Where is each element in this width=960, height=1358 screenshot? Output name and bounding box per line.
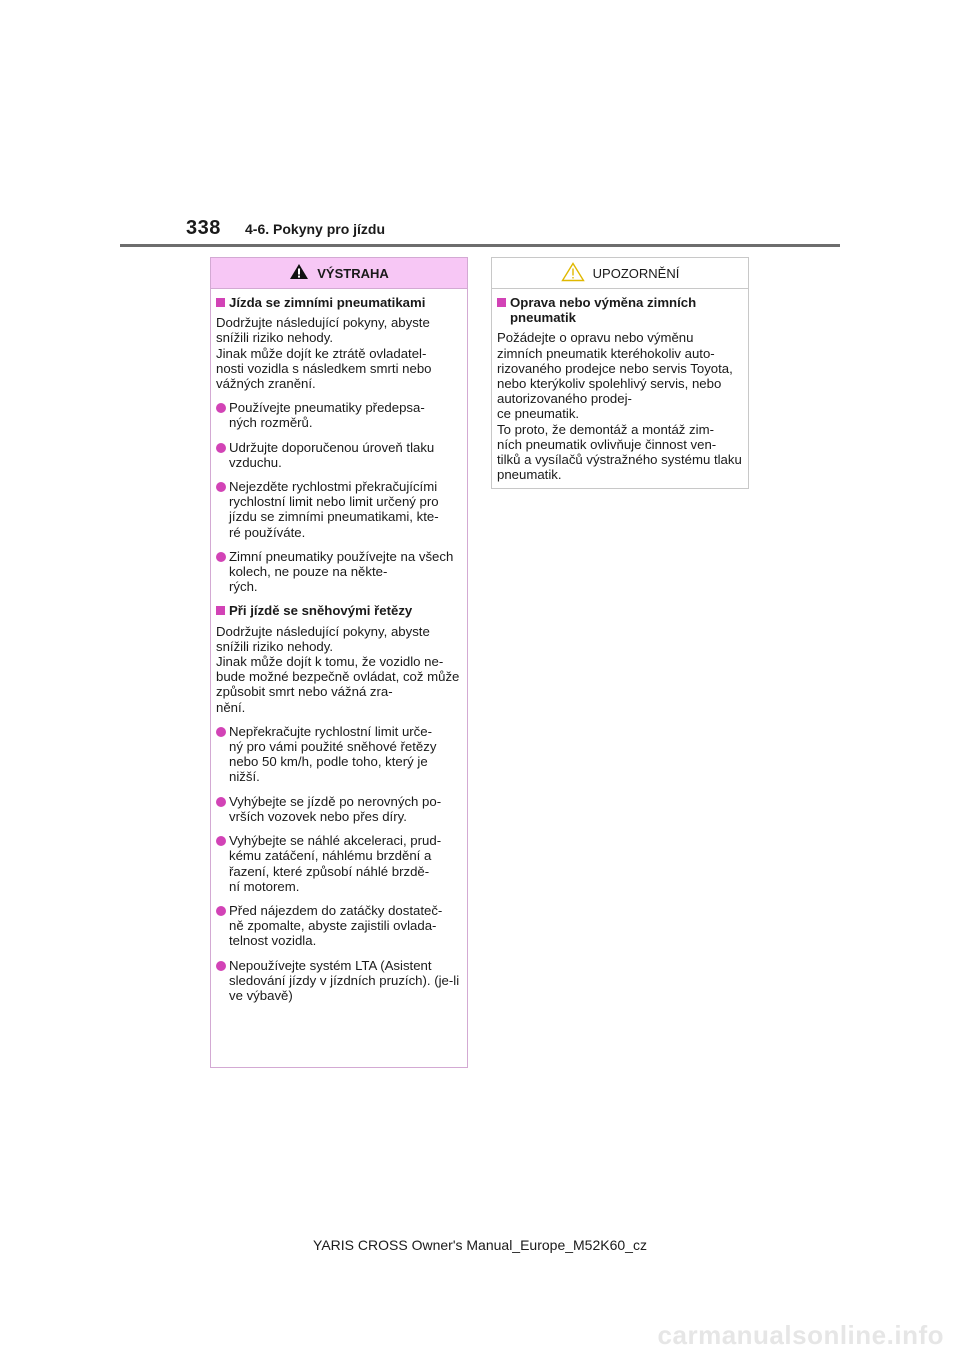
warning-section-winter-tires [216,295,461,594]
warning-triangle-icon [289,263,309,283]
list-item: Nejezděte rychlostmi překračujícími rychlostní limit nebo limit určený pro jízdu se zimními pneumatikami, kte- ré používáte. [216,479,461,540]
round-bullet-icon [216,961,226,971]
warning-box [210,257,468,1068]
round-bullet-icon [216,443,226,453]
square-bullet-icon [216,298,225,307]
manual-id: YARIS CROSS Owner's Manual_Europe_M52K60_cz [313,1237,647,1253]
watermark: carmanualsonline.info [657,1320,944,1350]
section-title: 4-6. Pokyny pro jízdu [245,221,386,237]
list-item: Před nájezdem do zatáčky dostateč- ně zpomalte, abyste zajistili ovlada- telnost vozidla. [216,903,461,949]
square-bullet-icon [216,606,225,615]
square-bullet-icon [497,298,506,307]
page-number: 338 [186,217,221,239]
round-bullet-icon [216,836,226,846]
list-item: Vyhýbejte se jízdě po nerovných po- vrších vozovek nebo přes díry. [216,794,461,824]
caution-title: UPOZORNĚNÍ [592,265,680,281]
warning-intro: Dodržujte následující pokyny, abyste snížili riziko nehody. Jinak může dojít k tomu, že vozidlo ne- bude možné bezpečně ovládat, což může způsobit smrt nebo vážná zra- nění. [216,623,460,715]
round-bullet-icon [216,727,226,737]
warning-header [211,258,467,289]
warning-heading: Při jízdě se sněhovými řetězy [216,603,461,618]
warning-heading: Jízda se zimními pneumatikami [216,295,461,310]
round-bullet-icon [216,906,226,916]
list-item: Vyhýbejte se náhlé akceleraci, prud- kému zatáčení, náhlému brzdění a řazení, které způsobí náhlé brzdě- ní motorem. [216,833,461,894]
caution-heading: Oprava nebo výměna zimních pneumatik [497,295,742,325]
list-item: Nepřekračujte rychlostní limit urče- ný pro vámi použité sněhové řetězy nebo 50 km/h, podle toho, který je nižší. [216,724,461,785]
list-item: Zimní pneumatiky používejte na všech kolech, ne pouze na někte- rých. [216,549,461,595]
round-bullet-icon [216,552,226,562]
warning-intro: Dodržujte následující pokyny, abyste snížili riziko nehody. Jinak může dojít ke ztrátě ovladatel- nosti vozidla s následkem smrti nebo vážných zranění. [216,315,432,392]
list-item: Udržujte doporučenou úroveň tlaku vzduchu. [216,440,461,470]
round-bullet-icon [216,403,226,413]
list-item: Nepoužívejte systém LTA (Asistent sledování jízdy v jízdních pruzích). (je-li ve výbavě) [216,958,461,1004]
header-rule [120,244,840,247]
warning-section-snow-chains [216,603,461,1003]
caution-triangle-icon [561,262,585,285]
caution-body: Požádejte o opravu nebo výměnu zimních pneumatik kteréhokoliv auto- rizovaného prodejce nebo servis Toyota, nebo kterýkoliv spolehlivý servis, nebo autorizovaného prodej- ce pneumatik. To proto, že demontáž a montáž zim- ních pneumatik ovlivňuje činnost ven- tilků a vysílačů výstražného systému tlaku pneumatik. [497,330,742,483]
list-item: Používejte pneumatiky předepsa- ných rozměrů. [216,400,461,430]
warning-title: VÝSTRAHA [317,265,389,281]
caution-header [492,258,748,289]
caution-box [491,257,749,489]
round-bullet-icon [216,797,226,807]
round-bullet-icon [216,482,226,492]
